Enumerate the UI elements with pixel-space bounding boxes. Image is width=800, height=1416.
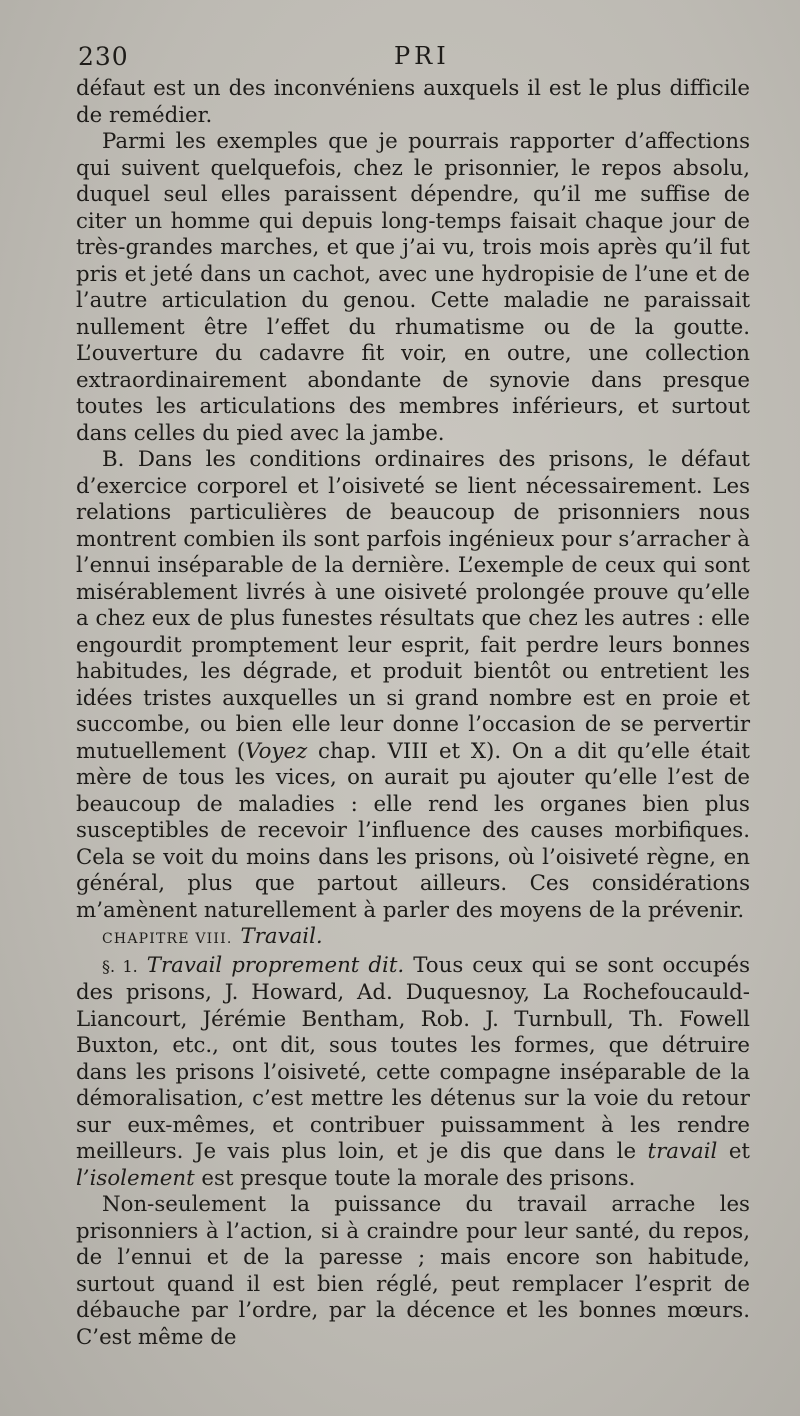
- paragraph-affections: Parmi les exemples que je pourrais rapporter d’affections qui suivent quelquefois, chez le prisonnier, le repos absolu, duquel seul elles paraissent dépendre, qu’il me suffise de citer un homme qui depuis long-temps faisait chaque jour de très-grandes marches, et que j’ai vu, trois mois après qu’il fut pris et jeté dans un cachot, avec une hydropisie de l’une et de l’autre articulation du genou. Cette maladie ne paraissait nullement être l’effet du rhumatisme ou de la goutte. L’ouverture du cadavre fit voir, en outre, une collection extraordinairement abondante de synovie dans presque toutes les articulations des membres inférieurs, et surtout dans celles du pied avec la jambe.: [76, 129, 750, 446]
- chapter-heading: [76, 924, 750, 953]
- section-number: §. 1.: [102, 956, 138, 976]
- section-heading: Travail proprement dit.: [146, 952, 405, 978]
- paragraph-travail-text-1: Tous ceux qui se sont occupés des prisons, J. Howard, Ad. Duquesnoy, La Rochefoucauld-Liancourt, Jérémie Bentham, Rob. J. Turnbull, Th. Fowell Buxton, etc., ont dit, sous toutes les formes, que détruire dans les prisons l’oisiveté, cette compagne inséparable de la démoralisation, c’est mettre les détenus sur la voie du retour sur eux-mêmes, et contribuer puissamment à les rendre meilleurs. Je vais plus loin, et je dis que dans le: [76, 952, 750, 1164]
- voyez-reference: Voyez: [245, 738, 308, 764]
- paragraph-non-seulement: Non-seulement la puissance du travail arrache les prisonniers à l’action, si à craindre pour leur santé, du repos, de l’ennui et de la paresse ; mais encore son habitude, surtout quand il est bien réglé, peut remplacer l’esprit de débauche par l’ordre, par la décence et les bonnes mœurs. C’est même de: [76, 1192, 750, 1350]
- chapter-label: CHAPITRE VIII.: [102, 931, 233, 947]
- paragraph-b-text-1: B. Dans les conditions ordinaires des prisons, le défaut d’exercice corporel et l’oisiveté se lient nécessairement. Les relations particulières de beaucoup de prisonniers nous montrent combien ils sont parfois ingénieux pour s’arracher à l’ennui inséparable de la dernière. L’exemple de ceux qui sont misérablement livrés à une oisiveté prolongée prouve qu’elle a chez eux de plus funestes résultats que chez les autres : elle engourdit promptement leur esprit, fait perdre leurs bonnes habitudes, les dégrade, et produit bientôt ou entretient les idées tristes auxquelles un si grand nombre est en proie et succombe, ou bien elle leur donne l’occasion de se pervertir mutuellement (: [76, 447, 750, 764]
- paragraph-travail-text-2: est presque toute la morale des prisons.: [194, 1165, 636, 1191]
- running-head: [76, 42, 750, 76]
- body-text: [76, 76, 750, 1351]
- word-isolement: l’isolement: [76, 1165, 195, 1191]
- paragraph-continued: défaut est un des inconvéniens auxquels il est le plus difficile de remédier.: [76, 76, 750, 128]
- paragraph-b-oisivete: [76, 447, 750, 924]
- word-et: et: [717, 1139, 750, 1164]
- word-travail: travail: [647, 1139, 718, 1164]
- page-number: 230: [78, 42, 129, 71]
- chapter-title: Travail.: [240, 924, 323, 949]
- paragraph-b-text-2: chap. VIII et X). On a dit qu’elle était mère de tous les vices, on aurait pu ajouter qu’elle l’est de beaucoup de maladies : elle rend les organes bien plus susceptibles de recevoir l’influence des causes morbifiques. Cela se voit du moins dans les prisons, où l’oisiveté règne, en général, plus que partout ailleurs. Ces considérations m’amènent naturellement à parler des moyens de la prévenir.: [76, 738, 750, 923]
- paragraph-travail: [76, 953, 750, 1193]
- running-title: PRI: [394, 42, 450, 70]
